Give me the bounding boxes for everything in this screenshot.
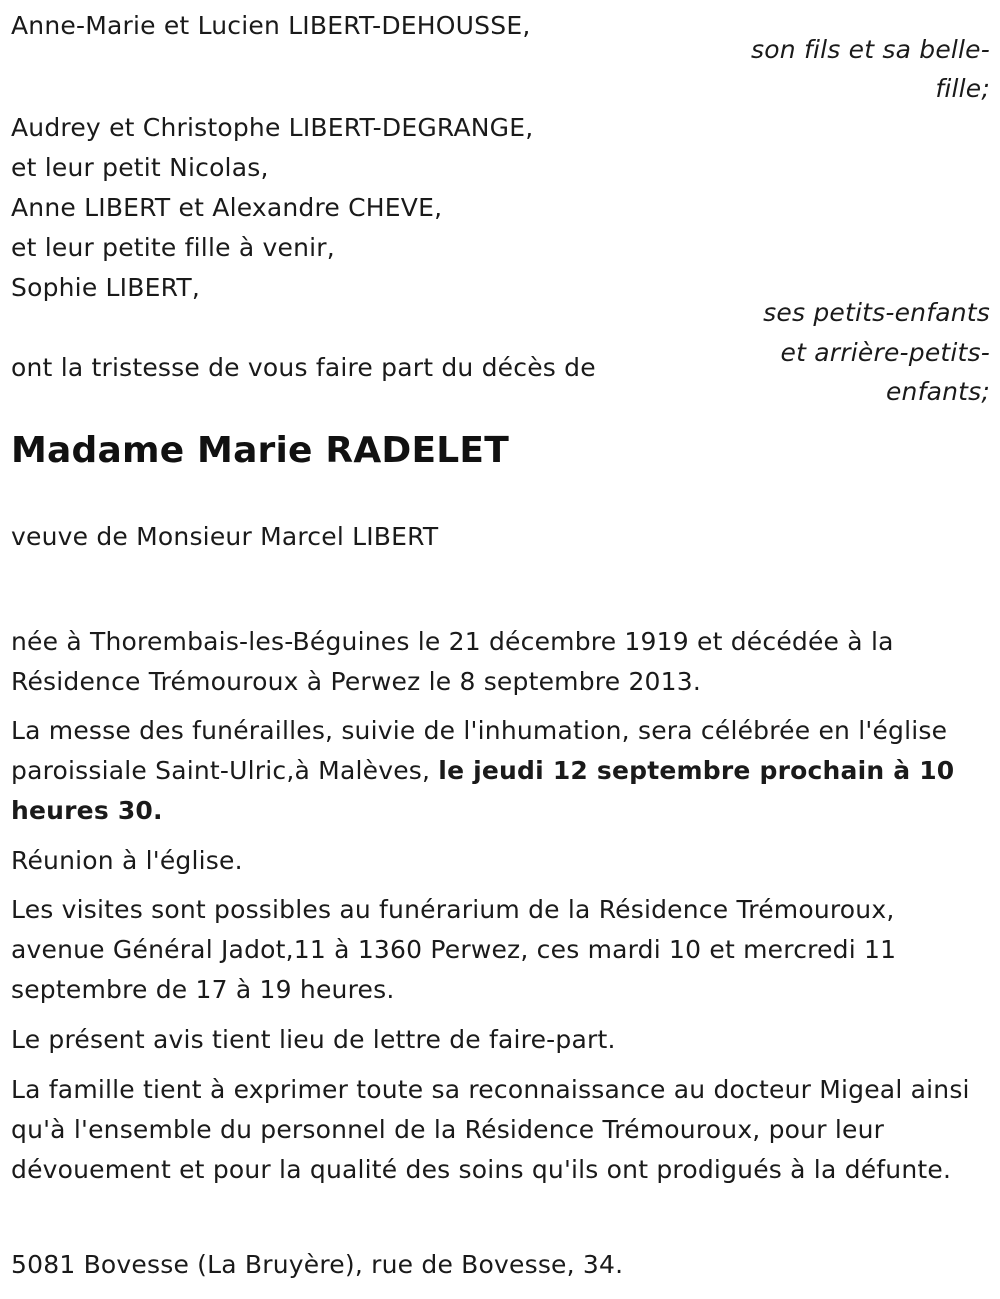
family-line-sophie: Sophie LIBERT,	[11, 273, 200, 302]
deceased-name: Madame Marie RADELET	[11, 430, 509, 471]
address-line: 5081 Bovesse (La Bruyère), rue de Bovesse, 34.	[11, 1250, 624, 1279]
thanks-paragraph: La famille tient à exprimer toute sa reconnaissance au docteur Migeal ainsi qu'à l'ensemble du personnel de la Résidence Trémouroux, pour leur dévouement et pour la qualité des soins qu'ils ont prodigués à la défunte.	[11, 1075, 970, 1184]
family-line-petite-fille: et leur petite fille à venir,	[11, 233, 335, 262]
family-line-degrange: Audrey et Christophe LIBERT-DEGRANGE,	[11, 113, 534, 142]
notice-paragraph: Le présent avis tient lieu de lettre de faire-part.	[11, 1025, 616, 1054]
relation-son-line2: fille;	[935, 74, 990, 103]
funeral-mass-text: La messe des funérailles, suivie de l'inhumation, sera célébrée en l'église paroissiale Saint-Ulric,à Malèves,	[11, 716, 948, 785]
relation-grandchildren-line2: et arrière-petits-	[780, 338, 990, 367]
widow-of-line: veuve de Monsieur Marcel LIBERT	[11, 522, 439, 551]
visits-paragraph: Les visites sont possibles au funérarium de la Résidence Trémouroux, avenue Général Jadot,11 à 1360 Perwez, ces mardi 10 et mercredi 11 septembre de 17 à 19 heures.	[11, 895, 897, 1004]
relation-son-line1: son fils et sa belle-	[751, 35, 990, 64]
family-line-dehousse: Anne-Marie et Lucien LIBERT-DEHOUSSE,	[11, 11, 531, 40]
family-line-cheve: Anne LIBERT et Alexandre CHEVE,	[11, 193, 443, 222]
birth-death-paragraph: née à Thorembais-les-Béguines le 21 décembre 1919 et décédée à la Résidence Trémouroux à Perwez le 8 septembre 2013.	[11, 627, 894, 696]
relation-grandchildren-line1: ses petits-enfants	[763, 298, 990, 327]
funeral-mass-date: le jeudi 12 septembre prochain à 10 heures 30.	[11, 756, 955, 825]
reunion-paragraph: Réunion à l'église.	[11, 846, 243, 875]
family-line-nicolas: et leur petit Nicolas,	[11, 153, 269, 182]
relation-grandchildren-line3: enfants;	[885, 377, 990, 406]
announcement-line: ont la tristesse de vous faire part du décès de	[11, 353, 596, 382]
funeral-mass-paragraph	[11, 711, 986, 831]
